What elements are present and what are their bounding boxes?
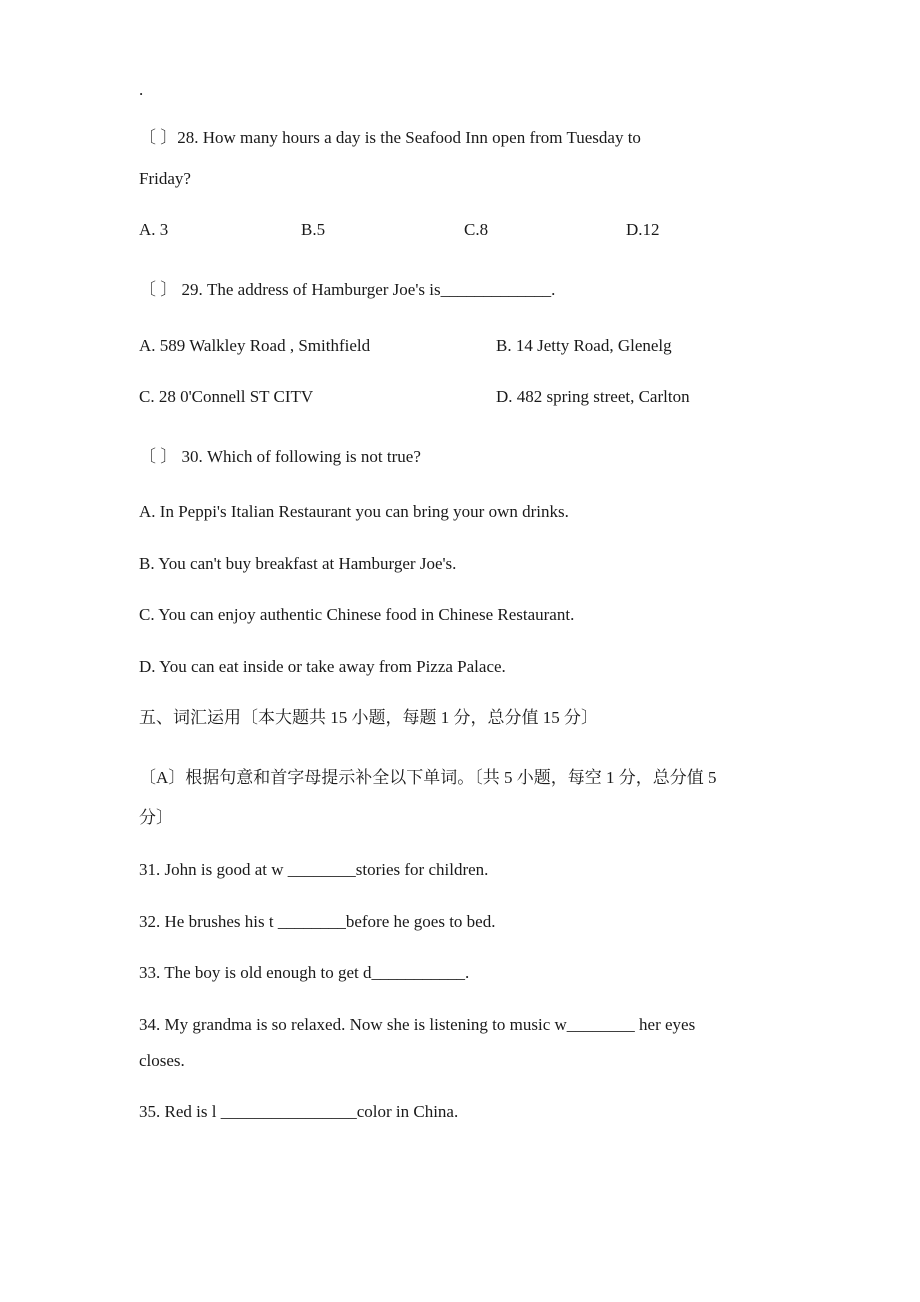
question-33: 33. The boy is old enough to get d___________. — [139, 963, 470, 982]
question-34-continued: closes. — [139, 1051, 185, 1070]
part-a-instructions: 〔A〕根据句意和首字母提示补全以下单词。〔共 5 小题，每空 1 分，总分值 5 — [139, 768, 717, 787]
question-28-option-c: C.8 — [464, 220, 489, 239]
question-29-option-d: D. 482 spring street, Carlton — [496, 387, 690, 406]
question-30-option-c: C. You can enjoy authentic Chinese food in Chinese Restaurant. — [139, 605, 575, 624]
question-28-option-a: A. 3 — [139, 220, 169, 239]
question-32: 32. He brushes his t ________before he goes to bed. — [139, 912, 496, 931]
question-30-option-d: D. You can eat inside or take away from Pizza Palace. — [139, 657, 506, 676]
question-30-option-a: A. In Peppi's Italian Restaurant you can bring your own drinks. — [139, 502, 569, 521]
question-34: 34. My grandma is so relaxed. Now she is listening to music w________ her eyes — [139, 1015, 696, 1034]
question-31: 31. John is good at w ________stories for children. — [139, 860, 489, 879]
question-29-stem: 〔 〕 29. The address of Hamburger Joe's is_____________. — [139, 280, 556, 299]
question-29-option-b: B. 14 Jetty Road, Glenelg — [496, 336, 672, 355]
section-5-heading: 五、词汇运用〔本大题共 15 小题，每题 1 分，总分值 15 分〕 — [139, 708, 598, 727]
top-mark: . — [139, 80, 144, 99]
question-28-option-b: B.5 — [301, 220, 326, 239]
question-28-stem-continued: Friday? — [139, 169, 191, 188]
question-28-stem: 〔 〕28. How many hours a day is the Seafood Inn open from Tuesday to — [139, 128, 641, 147]
question-35: 35. Red is l ________________color in China. — [139, 1102, 459, 1121]
question-29-option-c: C. 28 0'Connell ST CITV — [139, 387, 314, 406]
question-30-stem: 〔 〕 30. Which of following is not true? — [139, 447, 421, 466]
question-29-option-a: A. 589 Walkley Road , Smithfield — [139, 336, 371, 355]
question-30-option-b: B. You can't buy breakfast at Hamburger Joe's. — [139, 554, 457, 573]
part-a-instructions-continued: 分〕 — [139, 808, 173, 827]
question-28-option-d: D.12 — [626, 220, 660, 239]
